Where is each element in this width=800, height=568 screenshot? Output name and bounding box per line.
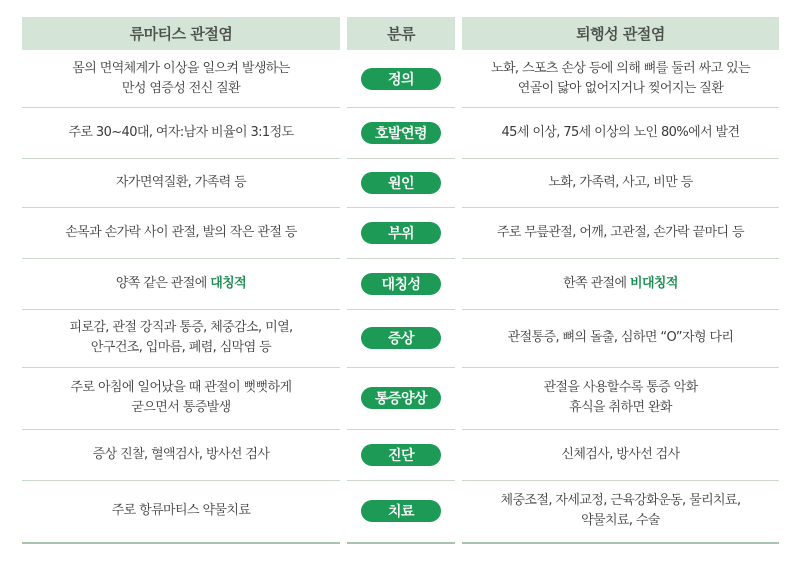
cell-line: 주로 무릎관절, 어깨, 고관절, 손가락 끝마디 등 [496, 224, 745, 240]
cell-line: 증상 진찰, 혈액검사, 방사선 검사 [92, 446, 270, 462]
row-divider [347, 542, 455, 544]
cell-left [22, 480, 340, 542]
cell-line: 휴식을 취하면 완화 [569, 400, 672, 415]
cell-line: 관절통증, 뼈의 돌출, 심하면 “O”자형 다리 [507, 330, 734, 345]
category-badge: 정의 [361, 68, 441, 90]
cell-right [462, 107, 779, 158]
cell-line: 주로 30~40대, 여자:남자 비율이 3:1정도 [68, 124, 294, 140]
cell-right [462, 258, 779, 309]
header-category: 분류 [347, 17, 455, 50]
cell-line: 노화, 가족력, 사고, 비만 등 [548, 174, 693, 190]
cell-right [462, 309, 779, 367]
cell-left [22, 367, 340, 429]
cell-emphasis: 비대칭적 [630, 275, 678, 291]
cell-line: 몸의 면역체계가 이상을 일으켜 발생하는 [72, 60, 290, 76]
cell-right [462, 367, 779, 429]
cell-left [22, 50, 340, 107]
row-divider [347, 429, 455, 430]
row-divider [347, 309, 455, 310]
category-badge: 통증양상 [361, 387, 441, 409]
cell-line: 주로 항류마티스 약물치료 [111, 503, 251, 518]
category-badge: 증상 [361, 327, 441, 349]
cell-line: 체중조절, 자세교정, 근육강화운동, 물리치료, [500, 493, 741, 508]
cell-left [22, 258, 340, 309]
cell-line: 주로 아침에 일어났을 때 관절이 뻣뻣하게 [70, 380, 292, 395]
cell-left [22, 207, 340, 258]
cell-line: 손목과 손가락 사이 관절, 발의 작은 관절 등 [65, 224, 297, 240]
cell-line: 만성 염증성 전신 질환 [121, 80, 241, 96]
cell-line: 노화, 스포츠 손상 등에 의해 뼈를 둘러 싸고 있는 [491, 60, 750, 76]
category-badge: 치료 [361, 500, 441, 522]
cell-line: 45세 이상, 75세 이상의 노인 80%에서 발견 [501, 124, 740, 140]
cell-line: 관절을 사용할수록 통증 악화 [543, 380, 698, 395]
cell-emphasis: 대칭적 [210, 275, 247, 291]
cell-line: 약물치료, 수술 [581, 513, 660, 528]
cell-right [462, 158, 779, 207]
row-divider [462, 542, 779, 544]
row-divider [347, 258, 455, 259]
cell-right [462, 207, 779, 258]
cell-line: 연골이 닳아 없어지거나 찢어지는 질환 [517, 80, 724, 96]
cell-line: 자가면역질환, 가족력 등 [115, 174, 247, 190]
header-rheumatoid: 류마티스 관절염 [22, 17, 340, 50]
cell-left [22, 107, 340, 158]
category-badge: 호발연령 [361, 122, 441, 144]
row-divider [347, 367, 455, 368]
row-divider [347, 158, 455, 159]
category-badge: 진단 [361, 444, 441, 466]
cell-left [22, 429, 340, 480]
row-divider [347, 480, 455, 481]
cell-line: 굳으면서 통증발생 [131, 400, 231, 415]
cell-line: 피로감, 관절 강직과 통증, 체중감소, 미열, [69, 320, 293, 335]
cell-text: 한쪽 관절에 [563, 275, 630, 291]
cell-left [22, 309, 340, 367]
category-badge: 대칭성 [361, 273, 441, 295]
cell-right [462, 50, 779, 107]
cell-line: 신체검사, 방사선 검사 [561, 446, 680, 462]
row-divider [347, 107, 455, 108]
category-badge: 원인 [361, 172, 441, 194]
row-divider [22, 542, 340, 544]
header-degenerative: 퇴행성 관절염 [462, 17, 779, 50]
cell-left [22, 158, 340, 207]
category-badge: 부위 [361, 222, 441, 244]
cell-right [462, 429, 779, 480]
cell-text: 양쪽 같은 관절에 [115, 275, 211, 291]
cell-line: 안구건조, 입마름, 폐렴, 심막염 등 [90, 340, 272, 355]
row-divider [347, 207, 455, 208]
cell-right [462, 480, 779, 542]
